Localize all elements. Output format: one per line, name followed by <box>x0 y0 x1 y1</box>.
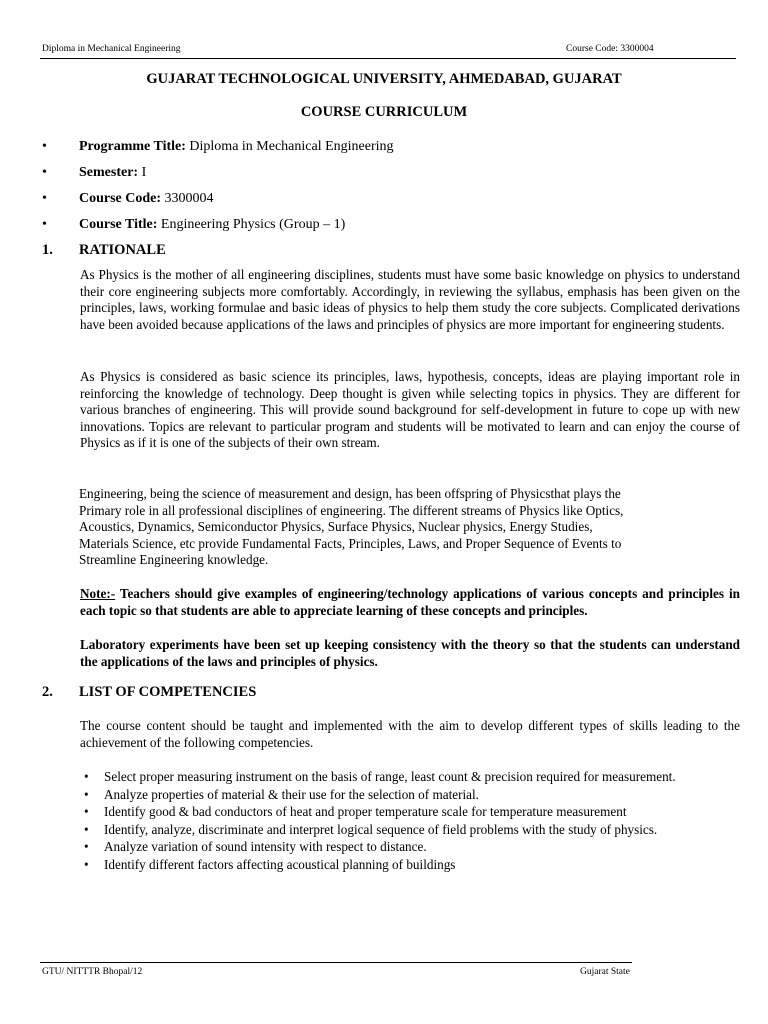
competency-text: Select proper measuring instrument on the basis of range, least count & precision required for measurement. <box>104 769 676 784</box>
note-lab-text: Laboratory experiments have been set up keeping consistency with the theory so that the students can understand the applications of the laws and principles of physics. <box>80 637 740 669</box>
header-rule <box>40 58 736 59</box>
list-item <box>84 769 738 786</box>
competency-text: Analyze variation of sound intensity with respect to distance. <box>104 839 427 855</box>
footer-left: GTU/ NITTTR Bhopal/12 <box>42 967 143 977</box>
footer-rule <box>40 962 632 963</box>
section-title: LIST OF COMPETENCIES <box>79 684 257 700</box>
info-label: Course Code: <box>79 191 162 206</box>
bullet: • <box>84 769 89 784</box>
paragraph-line: Streamline Engineering knowledge. <box>79 552 269 568</box>
section-title: RATIONALE <box>79 242 166 258</box>
section-number: 1. <box>42 242 53 258</box>
note-text: Teachers should give examples of engineering/technology applications of various concepts and principles in each topic so that students are able to appreciate learning of these concepts and principles. <box>80 586 740 618</box>
bullet: • <box>84 839 89 855</box>
info-value: Engineering Physics (Group – 1) <box>157 217 346 232</box>
competencies-list <box>84 769 738 875</box>
list-item <box>84 839 738 856</box>
bullet: • <box>84 804 89 820</box>
note-label: Note:- <box>80 586 116 601</box>
list-item <box>84 786 738 804</box>
footer-right: Gujarat State <box>580 967 630 977</box>
paragraph-line: Acoustics, Dynamics, Semiconductor Physics, Surface Physics, Nuclear physics, Energy Studies, <box>79 519 593 535</box>
bullet: • <box>42 191 47 206</box>
bullet: • <box>42 139 47 154</box>
competency-text: Identify different factors affecting acoustical planning of buildings <box>104 856 456 872</box>
bullet: • <box>84 856 89 872</box>
header-right: Course Code: 3300004 <box>566 44 654 54</box>
paragraph-line: Materials Science, etc provide Fundamental Facts, Principles, Laws, and Proper Sequence of Events to <box>79 535 622 551</box>
list-item <box>84 856 738 874</box>
competency-text: Identify good & bad conductors of heat and proper temperature scale for temperature measurement <box>104 804 627 820</box>
info-label: Course Title: <box>79 217 158 232</box>
university-title: GUJARAT TECHNOLOGICAL UNIVERSITY, AHMEDABAD, GUJARAT <box>146 71 622 87</box>
competency-text: Identify, analyze, discriminate and interpret logical sequence of field problems with the study of physics. <box>104 821 658 837</box>
header-left: Diploma in Mechanical Engineering <box>42 44 181 54</box>
list-item <box>84 804 738 821</box>
bullet: • <box>84 786 89 802</box>
curriculum-title: COURSE CURRICULUM <box>300 104 468 120</box>
rationale-paragraph-3 <box>79 486 739 569</box>
bullet: • <box>84 821 89 837</box>
rationale-paragraph-1: As Physics is the mother of all engineering disciplines, students must have some basic knowledge on physics to understand their core engineering subjects more comfortably. Accordingly, in reviewing the syllabus, emphasis has been given on the principles, laws, working formulae and basic ideas of physics to help them study the core subjects. Complicated derivations have been avoided because applications of the laws and principles of physics are more important for engineering students. <box>80 267 740 332</box>
info-value: Diploma in Mechanical Engineering <box>185 139 394 154</box>
list-item <box>84 821 738 839</box>
rationale-paragraph-2: As Physics is considered as basic science its principles, laws, hypothesis, concepts, ideas are playing important role in reinforcing the knowledge of technology. Deep thought is given while selecting topics in physics. They are different for various branches of engineering. This will provide sound background for self-development in future to cope up with new innovations. Topics are relevant to particular program and students will be motivated to learn and can enjoy the course of Physics as if it is one of the subjects of their own stream. <box>80 369 740 451</box>
note-block <box>80 586 740 619</box>
section-number: 2. <box>42 684 53 700</box>
paragraph-line: Engineering, being the science of measurement and design, has been offspring of Physicsthat plays the <box>79 486 621 501</box>
competency-text: Analyze properties of material & their use for the selection of material. <box>104 786 479 802</box>
bullet: • <box>42 217 47 232</box>
info-label: Semester: <box>79 165 139 180</box>
info-value: 3300004 <box>161 191 214 206</box>
competencies-intro: The course content should be taught and implemented with the aim to develop different types of skills leading to the achievement of the following competencies. <box>80 718 740 750</box>
paragraph-line: Primary role in all professional disciplines of engineering. The different streams of Physics like Optics, <box>79 502 624 518</box>
bullet: • <box>42 165 47 180</box>
info-label: Programme Title: <box>79 139 186 154</box>
info-value: I <box>138 165 147 180</box>
